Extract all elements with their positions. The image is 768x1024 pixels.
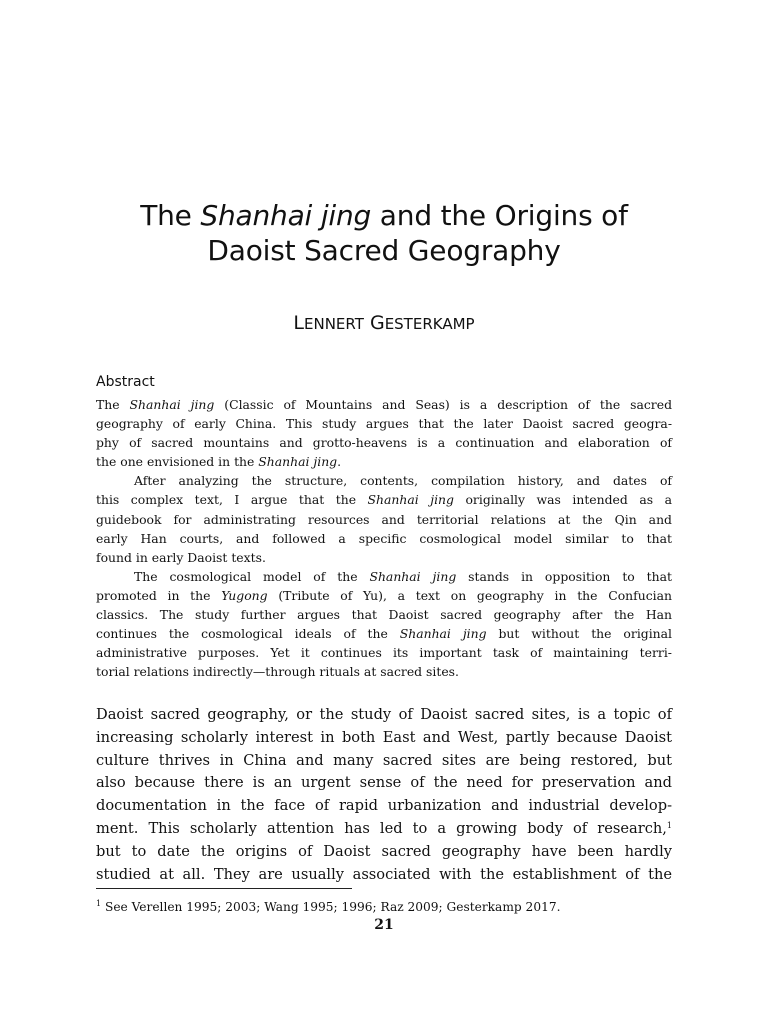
abstract-line: The cosmological model of the Shanhai jing stands in opposition to that [134,568,672,584]
title-line-2: Daoist Sacred Geography [207,234,561,267]
abstract-line: this complex text, I argue that the Shanhai jing originally was intended as a [96,492,672,508]
abstract-line: classics. The study further argues that Daoist sacred geography after the Han [96,607,672,623]
body-text [96,704,672,886]
footnote-rule [96,888,352,889]
body-line: culture thrives in China and many sacred sites are being restored, but [96,751,672,769]
abstract-paragraph-1 [96,395,672,471]
body-line: but to date the origins of Daoist sacred geography have been hardly [96,842,672,860]
body-line: also because there is an urgent sense of the need for preservation and [96,774,672,792]
article-title [96,198,672,268]
abstract-line: After analyzing the structure, contents, compilation history, and dates of [134,473,672,489]
abstract-line: administrative purposes. Yet it continues its important task of maintaining terri- [96,645,672,661]
abstract-line: the one envisioned in the Shanhai jing. [96,454,342,470]
abstract-line: promoted in the Yugong (Tribute of Yu), a text on geography in the Confucian [96,587,672,603]
abstract-line: early Han courts, and followed a specific cosmological model similar to that [96,530,672,546]
abstract-line: continues the cosmological ideals of the Shanhai jing but without the original [96,626,673,642]
body-line: increasing scholarly interest in both East and West, partly because Daoist [96,728,672,746]
abstract-text [96,395,672,681]
body-line: ment. This scholarly attention has led to a growing body of research,$^1$ [96,819,672,837]
abstract-line: guidebook for administrating resources and territorial relations at the Qin and [96,511,672,527]
abstract-paragraph-3 [96,567,672,682]
abstract-line: The Shanhai jing (Classic of Mountains and Seas) is a description of the sacred [96,397,672,412]
abstract-heading: Abstract [96,374,155,390]
abstract-paragraph-2 [96,471,672,566]
footnote: $^1$ See Verellen 1995; 2003; Wang 1995; 1996; Raz 2009; Gesterkamp 2017. [96,899,561,914]
page-number: 21 [374,917,394,933]
abstract-line: phy of sacred mountains and grotto-heavens is a continuation and elaboration of [96,435,672,451]
abstract-line: torial relations indirectly—through rituals at sacred sites. [96,664,459,680]
body-line: Daoist sacred geography, or the study of Daoist sacred sites, is a topic of [96,706,672,723]
title-line-1: The Shanhai jing and the Origins of [140,199,628,232]
body-line: studied at all. They are usually associated with the establishment of the [96,865,672,883]
body-line: documentation in the face of rapid urbanization and industrial develop- [96,797,672,815]
author-name: LENNERT GESTERKAMP [293,312,475,334]
footnote-ref[interactable]: 1 [666,820,672,830]
abstract-line: found in early Daoist texts. [96,549,266,565]
abstract-line: geography of early China. This study argues that the later Daoist sacred geogra- [96,416,672,432]
